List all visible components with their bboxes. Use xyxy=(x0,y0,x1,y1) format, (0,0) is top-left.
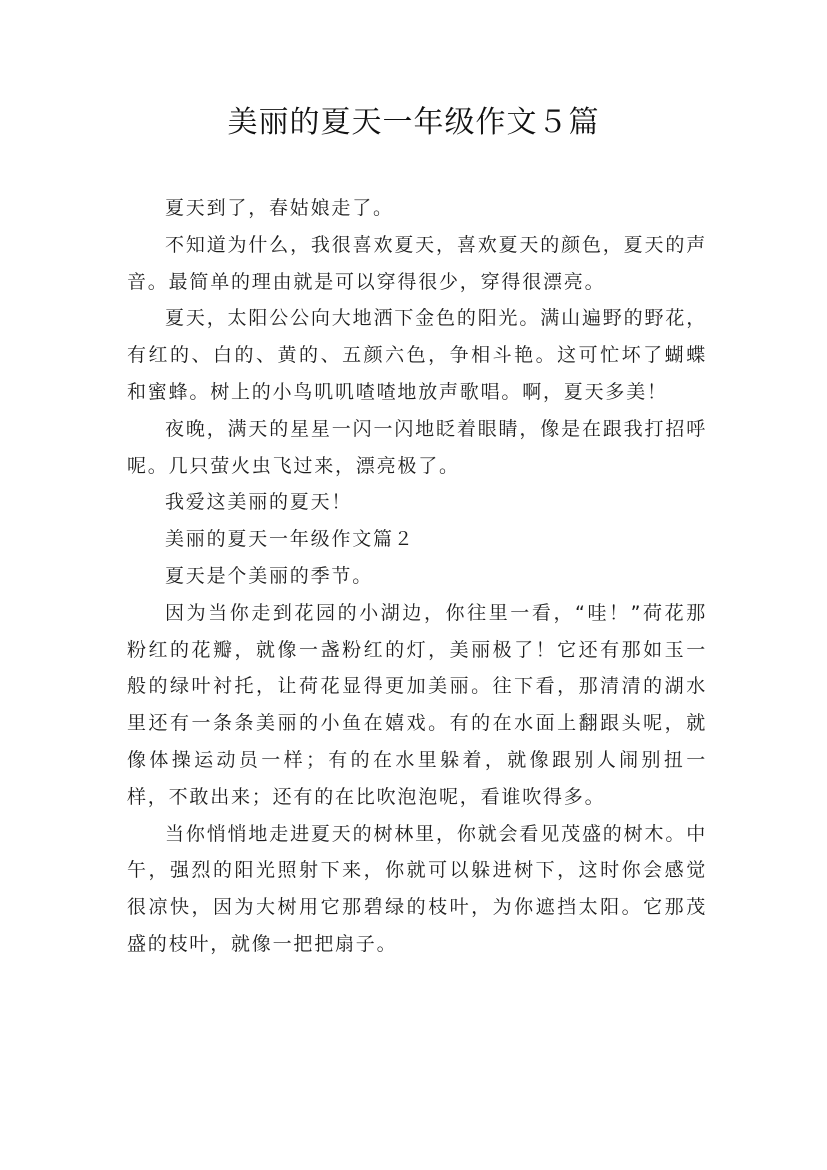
paragraph: 不知道为什么，我很喜欢夏天，喜欢夏天的颜色，夏天的声音。最简单的理由就是可以穿得很少，穿得很漂亮。 xyxy=(127,233,707,293)
paragraph: 当你悄悄地走进夏天的树林里，你就会看见茂盛的树木。中午，强烈的阳光照射下来，你就可以躲进树下，这时你会感觉很凉快，因为大树用它那碧绿的枝叶，为你遮挡太阳。它那茂盛的枝叶，就像一把把扇子。 xyxy=(127,822,707,955)
paragraph: 我爱这美丽的夏天！ xyxy=(165,491,353,514)
section-heading: 美丽的夏天一年级作文篇２ xyxy=(165,528,415,551)
paragraph: 夜晚，满天的星星一闪一闪地眨着眼睛，像是在跟我打招呼呢。几只萤火虫飞过来，漂亮极了。 xyxy=(127,417,707,477)
document-title: 美丽的夏天一年级作文５篇 xyxy=(227,105,600,140)
paragraph: 夏天到了，春姑娘走了。 xyxy=(165,197,394,219)
paragraph: 夏天是个美丽的季节。 xyxy=(165,564,374,587)
paragraph: 因为当你走到花园的小湖边，你往里一看，“哇！”荷花那粉红的花瓣，就像一盏粉红的灯，美丽极了！它还有那如玉一般的绿叶衬托，让荷花显得更加美丽。往下看，那清清的湖水里还有一条条美丽的小鱼在嬉戏。有的在水面上翻跟头呢，就像体操运动员一样；有的在水里躲着，就像跟别人闹别扭一样，不敢出来；还有的在比吹泡泡呢，看谁吹得多。 xyxy=(127,601,707,808)
paragraph: 夏天，太阳公公向大地洒下金色的阳光。满山遍野的野花，有红的、白的、黄的、五颜六色，争相斗艳。这可忙坏了蝴蝶和蜜蜂。树上的小鸟叽叽喳喳地放声歌唱。啊，夏天多美！ xyxy=(127,307,707,403)
document-body xyxy=(127,190,707,963)
